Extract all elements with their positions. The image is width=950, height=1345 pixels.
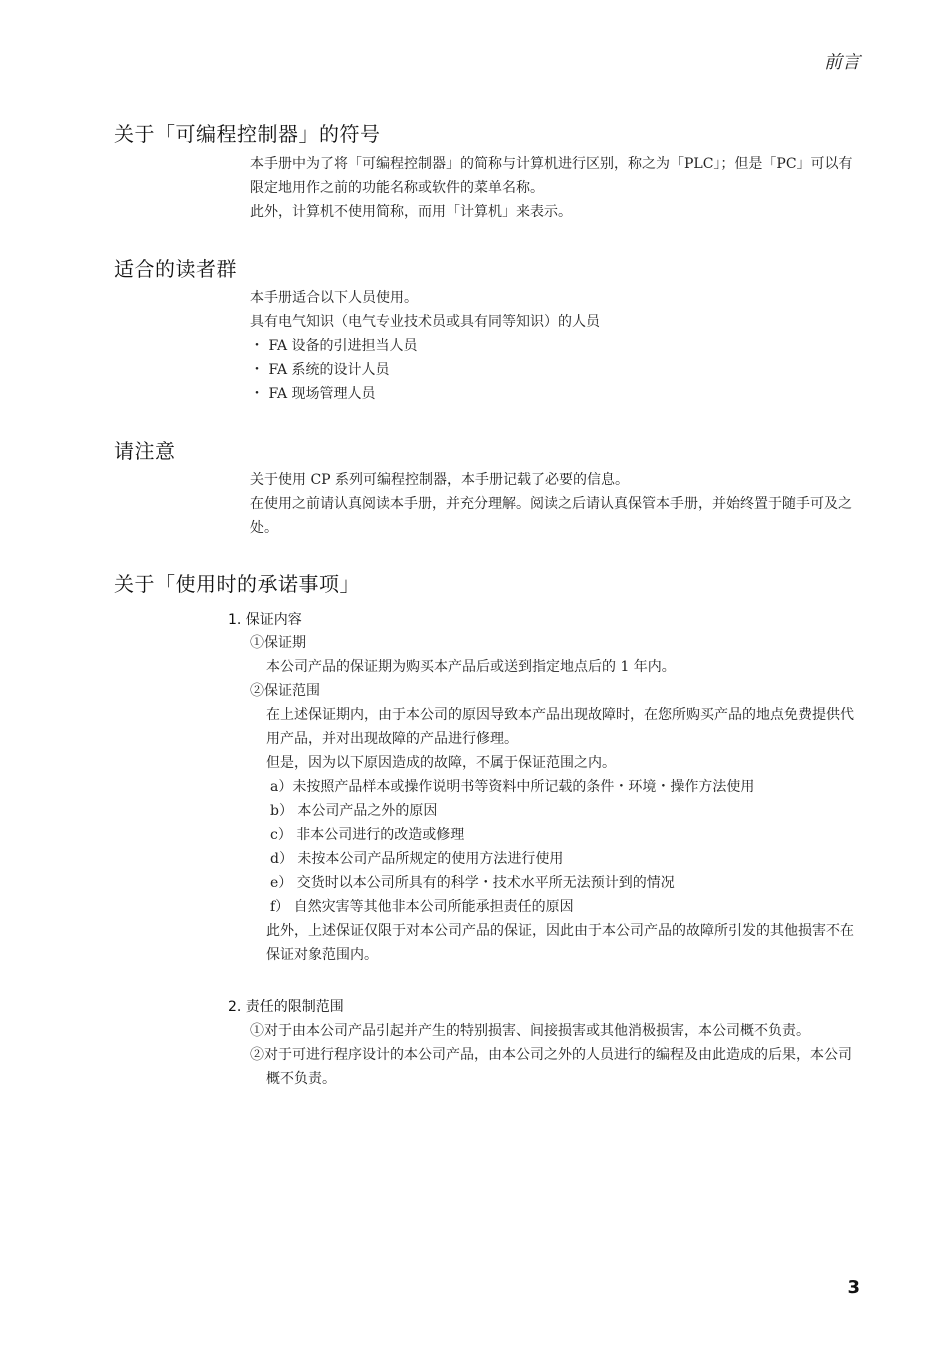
warranty-content-body [250, 631, 860, 967]
exclusion-item-e: e） 交货时以本公司所具有的科学・技术水平所无法预计到的情况 [270, 875, 675, 891]
section-body-notice [250, 468, 860, 540]
section-heading-notice: 请注意 [114, 439, 176, 463]
warranty-scope-text: 在上述保证期内，由于本公司的原因导致本产品出现故障时，在您所购买产品的地点免费提供代用产品，并对出现故障的产品进行修理。 [266, 707, 854, 747]
section-body-target-readers [250, 286, 860, 406]
section-heading-usage-commitments: 关于「使用时的承诺事项」 [114, 572, 360, 596]
paragraph: 具有电气知识（电气专业技术员或具有同等知识）的人员 [250, 314, 600, 330]
liability-item-2: ②对于可进行程序设计的本公司产品，由本公司之外的人员进行的编程及由此造成的后果，本公司概不负责。 [250, 1047, 852, 1087]
warranty-scope-label: ②保证范围 [250, 683, 320, 699]
warranty-period-text: 本公司产品的保证期为购买本产品后或送到指定地点后的 1 年内。 [266, 659, 676, 675]
paragraph: 关于使用 CP 系列可编程控制器，本手册记载了必要的信息。 [250, 472, 630, 488]
paragraph: 此外，计算机不使用简称，而用「计算机」来表示。 [250, 204, 572, 220]
section-body-plc-notation [250, 152, 860, 224]
bullet-item: ・ FA 设备的引进担当人员 [250, 338, 418, 354]
exclusion-item-a: a）未按照产品样本或操作说明书等资料中所记载的条件・环境・操作方法使用 [270, 779, 755, 795]
paragraph: 本手册适合以下人员使用。 [250, 290, 418, 306]
warranty-period-label: ①保证期 [250, 635, 306, 651]
exclusion-item-d: d） 未按本公司产品所规定的使用方法进行使用 [270, 851, 564, 867]
bullet-item: ・ FA 现场管理人员 [250, 386, 376, 402]
running-header-title: 前言 [824, 52, 860, 73]
paragraph: 在使用之前请认真阅读本手册，并充分理解。阅读之后请认真保管本手册，并始终置于随手可及之处。 [250, 496, 852, 536]
warranty-closing-text: 此外，上述保证仅限于对本公司产品的保证，因此由于本公司产品的故障所引发的其他损害不在保证对象范围内。 [266, 923, 854, 963]
warranty-scope-exception-intro: 但是，因为以下原因造成的故障，不属于保证范围之内。 [266, 755, 616, 771]
exclusion-item-b: b） 本公司产品之外的原因 [270, 803, 438, 819]
paragraph: 本手册中为了将「可编程控制器」的简称与计算机进行区别，称之为「PLC」；但是「PC」可以有限定地用作之前的功能名称或软件的菜单名称。 [250, 156, 853, 196]
bullet-item: ・ FA 系统的设计人员 [250, 362, 390, 378]
liability-limits-body [250, 1019, 860, 1091]
subheading-warranty-content: 1. 保证内容 [228, 612, 302, 628]
section-heading-plc-notation: 关于「可编程控制器」的符号 [114, 122, 381, 146]
section-heading-target-readers: 适合的读者群 [114, 257, 237, 281]
liability-item-1: ①对于由本公司产品引起并产生的特别损害、间接损害或其他消极损害，本公司概不负责。 [250, 1023, 810, 1039]
page-number: 3 [847, 1277, 860, 1298]
exclusion-item-c: c） 非本公司进行的改造或修理 [270, 827, 465, 843]
exclusion-item-f: f） 自然灾害等其他非本公司所能承担责任的原因 [270, 899, 574, 915]
subheading-liability-limits: 2. 责任的限制范围 [228, 999, 344, 1015]
